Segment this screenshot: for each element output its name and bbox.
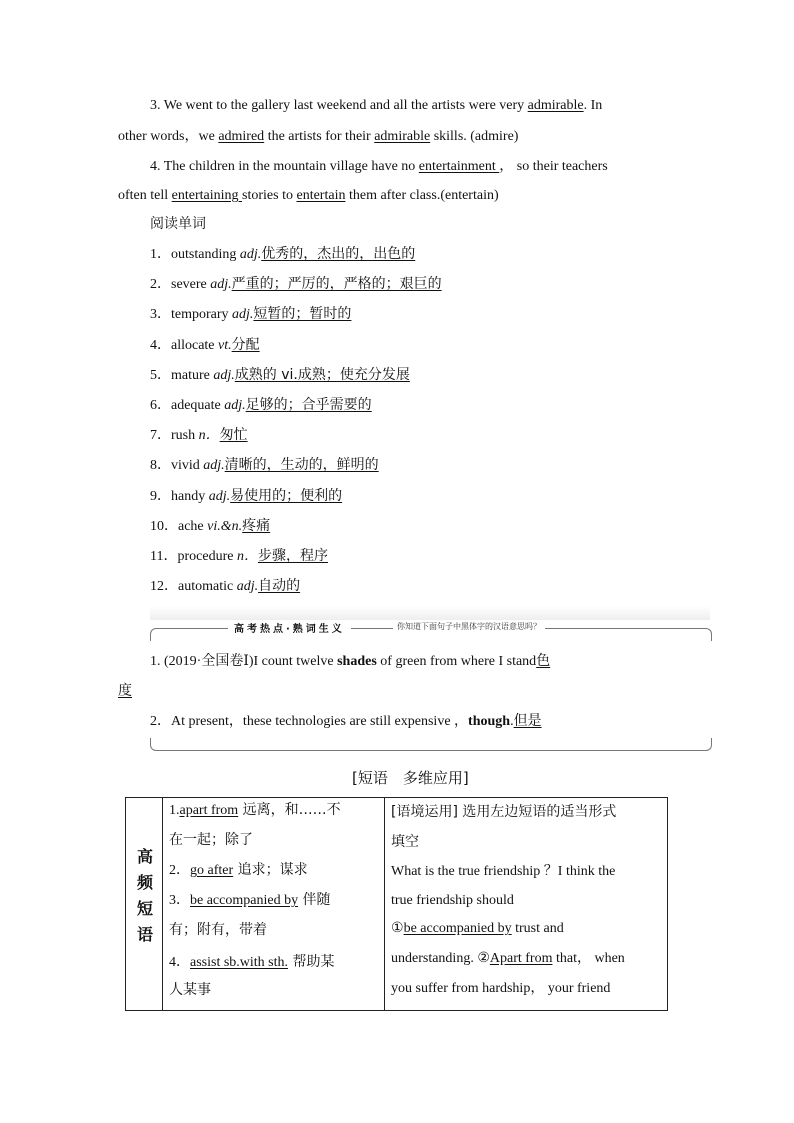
vocab-pos: n．	[198, 428, 220, 444]
exercise-4-line-2	[118, 186, 499, 206]
vocab-pos: adj.	[213, 367, 235, 383]
exercise-number: 3.	[150, 98, 161, 113]
exercise-text: We went to the gallery last weekend and all the artists were very	[163, 98, 528, 113]
exercise-text: skills. (admire)	[430, 129, 519, 144]
vocab-number: 2．	[150, 277, 171, 293]
exercise-text: them after class.(entertain)	[345, 188, 499, 203]
hot-box-bottom-bracket	[150, 738, 712, 751]
vocab-meaning: 匆忙	[219, 427, 248, 444]
exercise-3-line-2	[118, 127, 518, 147]
hot-box-shade	[150, 606, 710, 620]
phrase-item	[169, 952, 334, 973]
phrase-table	[125, 797, 668, 1011]
vocab-pos: adj.	[239, 247, 262, 262]
vocab-word: allocate	[171, 337, 215, 353]
vocab-number: 9．	[150, 488, 171, 504]
vocab-meaning: 成熟的 vi.成熟；使充分发展	[234, 366, 410, 383]
context-passage-line: you suffer from hardship， your friend	[391, 981, 611, 996]
vocab-pos: n．	[236, 549, 258, 564]
phrase: assist sb.with sth.	[190, 955, 289, 970]
vocab-item	[150, 516, 270, 537]
context-instr: 选用左边短语的适当形式	[457, 804, 617, 820]
hot-box	[150, 620, 710, 752]
vocab-pos: adj.	[210, 277, 232, 293]
sentence-text: 1. (2019·全国卷Ⅰ)I count twelve	[150, 654, 338, 669]
vocab-meaning: 自动的	[258, 578, 301, 595]
phrase-meaning-cont: 有；附有，带着	[169, 922, 267, 938]
phrase-num: 1.	[169, 803, 180, 818]
vocab-word: severe	[171, 277, 207, 293]
vocab-number: 12．	[150, 579, 178, 595]
hot-box-subtitle: 你知道下面句子中黑体字的汉语意思吗？	[393, 621, 545, 632]
vocab-word: mature	[171, 367, 210, 383]
side-label	[136, 844, 154, 948]
side-label-char: 高	[136, 847, 153, 866]
exercise-text: The children in the mountain village have no	[163, 159, 419, 174]
context-passage-line	[391, 949, 625, 969]
exercise-text: stories to	[242, 188, 297, 203]
vocab-number: 8．	[150, 458, 171, 474]
answer-blank: admirable	[527, 98, 584, 113]
vocab-item	[150, 365, 410, 386]
answer-blank: Apart from	[489, 951, 553, 966]
answer-blank: 度	[118, 683, 132, 699]
side-label-char: 语	[136, 925, 153, 944]
vocab-item	[150, 244, 415, 265]
context-passage-line	[391, 919, 564, 939]
answer-blank: 色	[536, 653, 551, 669]
phrase-meaning: 远离，和……不	[238, 802, 341, 818]
blank-number: ①	[391, 921, 404, 936]
vocab-item	[150, 576, 300, 597]
bold-word: shades	[337, 654, 377, 669]
passage-text: understanding. ②	[391, 951, 490, 966]
context-instruction-cont: 填空	[391, 834, 419, 850]
exercise-text: often tell	[118, 188, 172, 203]
answer-blank: entertaining	[171, 188, 243, 203]
hot-sentence-1	[150, 651, 550, 672]
vocab-item	[150, 335, 260, 356]
bold-word: though	[468, 714, 511, 729]
vocab-word: procedure	[177, 549, 234, 564]
vocab-meaning: 优秀的，杰出的，出色的	[261, 246, 416, 262]
phrase-num: 2．	[169, 863, 190, 878]
phrase-meaning-cont: 在一起；除了	[169, 832, 253, 848]
vocab-number: 4．	[150, 337, 171, 353]
answer-blank: admired	[218, 129, 265, 144]
vocab-number: 11．	[150, 549, 178, 564]
phrase-item	[169, 890, 331, 911]
section-title-reading-words: 阅读单词	[150, 216, 206, 232]
hot-sentence-2: 2．At present，these technologies are still expensive ，though.但是	[150, 713, 542, 729]
phrase-meaning: 帮助某	[288, 954, 335, 970]
vocab-item	[150, 486, 342, 507]
phrase-list-column	[163, 798, 385, 1010]
vocab-pos: vt.	[218, 337, 232, 353]
vocab-word: adequate	[171, 398, 221, 413]
phrase-num: 3．	[169, 893, 190, 908]
answer-blank: be accompanied by	[403, 921, 512, 936]
sentence-text: 2．At present，these technologies are still expensive ，	[150, 714, 469, 729]
passage-text: trust and	[511, 921, 564, 936]
vocab-word: outstanding	[171, 247, 237, 262]
vocab-item	[150, 546, 328, 567]
vocab-pos: adj.	[224, 398, 246, 413]
answer-blank: entertainment	[418, 159, 500, 174]
context-label: [语境运用]	[391, 804, 458, 820]
vocab-word: temporary	[171, 307, 229, 323]
vocab-word: ache	[178, 518, 204, 534]
vocab-item	[150, 274, 442, 295]
vocab-pos: adj.	[232, 307, 254, 323]
phrase: go after	[190, 863, 234, 878]
vocab-meaning: 足够的；合乎需要的	[245, 397, 372, 413]
phrase: apart from	[179, 803, 239, 818]
vocab-item	[150, 455, 379, 476]
exercise-number: 4.	[150, 159, 161, 174]
vocab-pos: vi.&n.	[207, 518, 243, 534]
answer-blank: 但是	[513, 713, 542, 729]
phrase-table-side-column	[126, 798, 163, 1010]
hot-box-title: 高考热点·熟词生义	[228, 620, 351, 635]
context-instruction	[391, 802, 616, 822]
vocab-word: automatic	[178, 579, 234, 595]
phrase-item	[169, 860, 308, 881]
exercise-text: . In	[583, 98, 603, 113]
vocab-meaning: 分配	[231, 336, 260, 353]
answer-blank: entertain	[296, 188, 346, 203]
vocab-number: 10．	[150, 518, 178, 534]
exercise-text: ， so their teachers	[499, 159, 608, 174]
context-passage-line: What is the true friendship ？I think the	[391, 864, 616, 879]
phrase-meaning: 伴随	[298, 892, 331, 908]
context-usage-column	[385, 798, 667, 1010]
vocab-meaning: 步骤，程序	[257, 548, 328, 564]
phrase-item	[169, 800, 341, 821]
exercise-text: other words，we	[118, 129, 219, 144]
sentence-text: of green from where I stand	[376, 654, 537, 669]
answer-blank: admirable	[374, 129, 431, 144]
vocab-word: handy	[171, 488, 206, 504]
context-passage-line: true friendship should	[391, 893, 514, 908]
vocab-meaning: 易使用的；便利的	[230, 487, 343, 504]
vocab-word: rush	[171, 428, 196, 444]
vocab-number: 1．	[150, 247, 171, 262]
exercise-3-line-1	[150, 96, 602, 116]
vocab-item	[150, 304, 351, 325]
vocab-pos: adj.	[208, 488, 231, 504]
vocab-word: vivid	[171, 458, 200, 474]
phrase-meaning: 追求；谋求	[233, 862, 308, 878]
vocab-meaning: 严重的；严厉的，严格的；艰巨的	[231, 276, 442, 293]
vocab-pos: adj.	[203, 458, 225, 474]
vocab-number: 3．	[150, 307, 171, 323]
side-label-char: 短	[136, 899, 153, 918]
vocab-number: 7．	[150, 428, 171, 444]
exercise-4-line-1	[150, 157, 608, 177]
passage-text: that， when	[552, 951, 625, 966]
exercise-text: the artists for their	[264, 129, 375, 144]
vocab-item	[150, 425, 248, 446]
vocab-item	[150, 395, 372, 416]
phrase-meaning-cont: 人某事	[169, 982, 211, 998]
phrase-num: 4．	[169, 955, 190, 970]
phrase-section-heading: [短语 多维应用]	[352, 769, 469, 787]
phrase: be accompanied by	[190, 893, 299, 908]
side-label-char: 频	[136, 873, 153, 892]
vocab-pos: adj.	[236, 579, 259, 595]
vocab-meaning: 清晰的，生动的，鲜明的	[224, 457, 379, 474]
vocab-number: 6．	[150, 398, 171, 413]
vocab-meaning: 短暂的；暂时的	[253, 306, 352, 323]
vocab-number: 5．	[150, 367, 171, 383]
vocab-meaning: 疼痛	[242, 517, 271, 534]
hot-sentence-1-wrap	[118, 681, 132, 701]
